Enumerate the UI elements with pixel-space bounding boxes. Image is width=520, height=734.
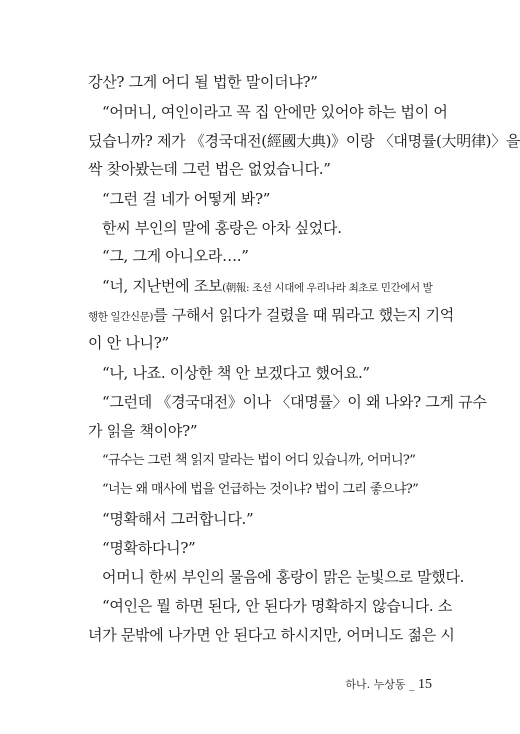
text-line: “그, 그게 아니오라….” bbox=[102, 247, 249, 265]
text-line: “너는 왜 매사에 법을 언급하는 것이냐? 법이 그리 좋으냐?” bbox=[102, 482, 419, 497]
text-line: “어머니, 여인이라고 꼭 집 안에만 있어야 하는 법이 어 bbox=[102, 103, 448, 121]
footnote-gloss: 행한 일간신문) bbox=[88, 311, 154, 323]
text-line: 한씨 부인의 말에 홍랑은 아차 싶었다. bbox=[102, 219, 342, 237]
text-line: “규수는 그런 책 읽지 말라는 법이 어디 있습니까, 어머니?” bbox=[102, 453, 416, 468]
text-line: “그런 걸 네가 어떻게 봐?” bbox=[102, 190, 271, 208]
line-text: 를 구해서 읽다가 걸렸을 때 뭐라고 했는지 기억 bbox=[153, 306, 454, 324]
text-line: 녀가 문밖에 나가면 안 된다고 하시지만, 어머니도 젊은 시 bbox=[88, 626, 455, 644]
line-text: “너, 지난번에 조보 bbox=[102, 277, 223, 295]
text-line bbox=[88, 305, 454, 327]
page-footer bbox=[345, 677, 432, 693]
footer-separator: _ bbox=[409, 678, 415, 691]
text-line: 싹 찾아봤는데 그런 법은 없었습니다.” bbox=[88, 160, 331, 178]
text-line: “나, 나죠. 이상한 책 안 보겠다고 했어요.” bbox=[102, 364, 370, 382]
text-line: 이 안 나니?” bbox=[88, 334, 169, 352]
text-line: 강산? 그게 어디 될 법한 말이더냐?” bbox=[88, 73, 318, 91]
text-line: 딨습니까? 제가 《경국대전(經國大典)》이랑 〈대명률(大明律)〉을 bbox=[88, 132, 520, 150]
text-line: “명확해서 그러합니다.” bbox=[102, 510, 254, 528]
text-line bbox=[102, 276, 442, 298]
running-head: 하나. 누상동 bbox=[345, 678, 406, 691]
footnote-gloss: (朝報: 조선 시대에 우리나라 최초로 민간에서 발 bbox=[222, 282, 433, 294]
text-line: “그런데 《경국대전》이나 〈대명률〉이 왜 나와? 그게 규수 bbox=[102, 393, 487, 411]
page-number: 15 bbox=[418, 677, 432, 692]
text-line: 어머니 한씨 부인의 물음에 홍랑이 맑은 눈빛으로 말했다. bbox=[102, 568, 465, 586]
text-line: “명확하다니?” bbox=[102, 539, 196, 557]
text-line: 가 읽을 책이야?” bbox=[88, 422, 198, 440]
text-line: “여인은 뭘 하면 된다, 안 된다가 명확하지 않습니다. 소 bbox=[102, 597, 453, 615]
